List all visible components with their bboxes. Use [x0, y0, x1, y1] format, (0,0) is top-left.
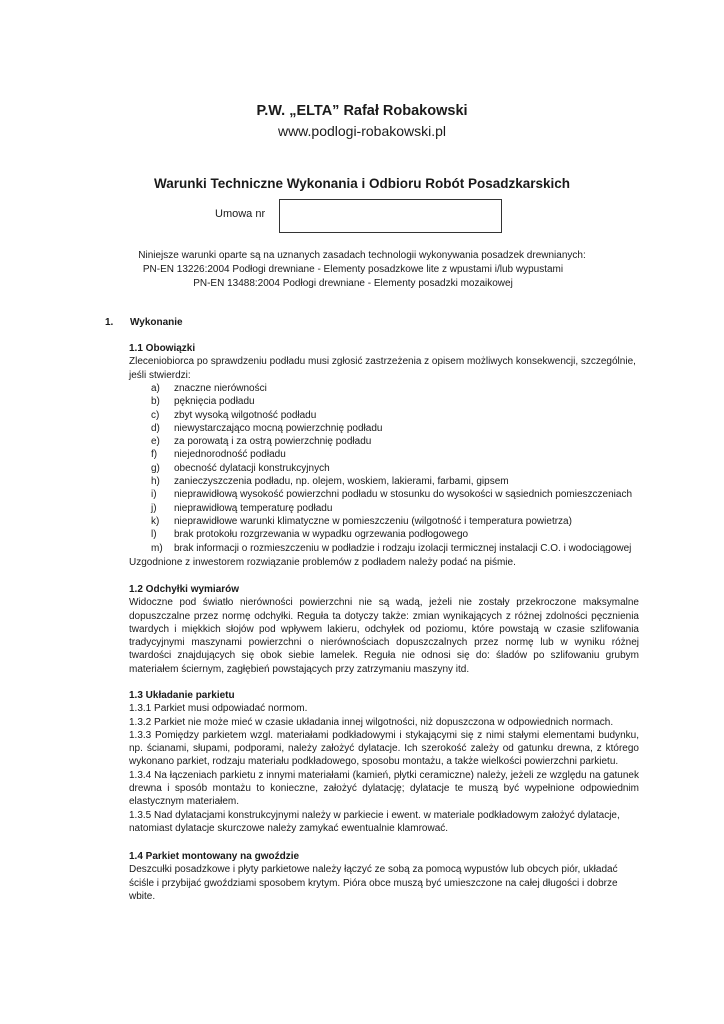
list-letter: g) [151, 462, 160, 474]
company-name: P.W. „ELTA” Rafał Robakowski [256, 103, 468, 119]
paragraph: 1.3.1 Parkiet musi odpowiadać normom. [129, 703, 308, 715]
list-letter: d) [151, 422, 160, 434]
list-letter: k) [151, 515, 160, 527]
list-item [129, 422, 644, 435]
paragraph: Zleceniobiorca po sprawdzeniu podładu musi zgłosić zastrzeżenia z opisem możliwych konsekwencji, szczególnie, jeśli stwierdzi: [129, 356, 636, 381]
section-number: 1. [105, 317, 114, 328]
list-item [129, 462, 644, 475]
list-letter: c) [151, 409, 160, 421]
list-item [129, 542, 644, 555]
list-letter: h) [151, 476, 160, 488]
list-text: nieprawidłową temperaturę podładu [174, 502, 333, 514]
standard-item: PN-EN 13226:2004 Podłogi drewniane - Elementy posadzkowe lite z wpustami i/lub wypustami [142, 264, 564, 275]
subsection-heading: 1.3 Układanie parkietu [129, 690, 235, 701]
list-text: za porowatą i za ostrą powierzchnię podładu [174, 436, 372, 448]
list-item [129, 435, 644, 448]
paragraph: 1.3.3 Pomiędzy parkietem wzgl. materiałami podkładowymi i stykającymi się z nimi stałymi elementami budynku, np. ścianami, słupami, podporami, należy założyć dylatacje. Ich szerokość zależy od gatunku drewna, z którego wykonano parkiet, rodzaju materiału podkładowego, sposobu montażu, a także wielkości powierzchni parkietu. [129, 729, 639, 768]
subsection-1-4 [129, 850, 639, 903]
paragraph: Deszcułki posadzkowe i płyty parkietowe należy łączyć ze sobą za pomocą wypustów lub obcych piór, układać ściśle i przybijać gwoździami sposobem krytym. Pióra obce muszą być umieszczone na całej długości i dobrze wbite. [129, 864, 618, 902]
standard-item: PN-EN 13488:2004 Podłogi drewniane - Elementy posadzki mozaikowej [193, 278, 513, 289]
list-text: zbyt wysoką wilgotność podładu [174, 409, 317, 421]
list-item [129, 475, 644, 488]
list-letter: b) [151, 396, 160, 408]
list-text: nieprawidłową wysokość powierzchni podładu w stosunku do wysokości w sąsiednich pomieszczeniach [174, 489, 633, 501]
subsection-heading: 1.4 Parkiet montowany na gwoździe [129, 851, 300, 862]
list-letter: i) [151, 489, 157, 501]
subsection-1-2 [129, 583, 639, 676]
list-letter: a) [151, 383, 160, 394]
list-item [129, 382, 644, 395]
defect-list [129, 382, 644, 555]
paragraph: 1.3.2 Parkiet nie może mieć w czasie układania innej wilgotności, niż dopuszczona w odpowiednich normach. [129, 716, 614, 728]
subsection-heading: 1.1 Obowiązki [129, 343, 196, 354]
contract-number-field[interactable] [279, 199, 502, 233]
list-letter: l) [151, 529, 157, 541]
list-text: znaczne nierówności [174, 383, 267, 394]
list-text: obecność dylatacji konstrukcyjnych [174, 462, 330, 474]
list-item [129, 502, 644, 515]
list-text: pęknięcia podładu [174, 396, 255, 408]
list-text: niewystarczająco mocną powierzchnię podładu [174, 422, 383, 434]
list-item [129, 515, 644, 528]
list-text: niejednorodność podładu [174, 449, 286, 461]
subsection-heading: 1.2 Odchyłki wymiarów [129, 584, 240, 595]
list-letter: j) [151, 502, 157, 514]
paragraph: Uzgodnione z inwestorem rozwiązanie problemów z podładem należy podać na piśmie. [129, 557, 516, 568]
list-text: brak informacji o rozmieszczeniu w podładzie i rodzaju izolacji termicznej instalacji C.O. i wodociągowej [174, 542, 632, 554]
document-title: Warunki Techniczne Wykonania i Odbioru Robót Posadzkarskich [153, 176, 571, 191]
list-item [129, 528, 644, 541]
list-text: nieprawidłowe warunki klimatyczne w pomieszczeniu (wilgotność i temperatura powietrza) [174, 515, 572, 527]
list-text: zanieczyszczenia podładu, np. olejem, woskiem, lakierami, farbami, gipsem [174, 476, 509, 488]
list-item [129, 448, 644, 461]
paragraph: 1.3.5 Nad dylatacjami konstrukcyjnymi należy w parkiecie i ewent. w materiale podkładowym założyć dylatacje, natomiast dylatacje skurczowe należy zamykać ewentualnie klamrować. [129, 809, 620, 834]
list-text: brak protokołu rozgrzewania w wypadku ogrzewania podłogowego [174, 529, 469, 541]
standards-intro: Niniejsze warunki oparte są na uznanych zasadach technologii wykonywania posadzek drewnianych: [138, 250, 586, 261]
paragraph: 1.3.4 Na łączeniach parkietu z innymi materiałami (kamień, płytki ceramiczne) należy, jeżeli ze względu na gatunek drewna i sposób montażu to konieczne, założyć dylatację; dylatacje te muszą być wypełnione odpowiednim elastycznym materiałem. [129, 769, 639, 808]
company-website: www.podlogi-robakowski.pl [277, 123, 447, 139]
subsection-1-1 [129, 342, 639, 382]
list-letter: e) [151, 436, 160, 448]
list-item [129, 395, 644, 408]
contract-number-label: Umowa nr [215, 208, 266, 220]
list-letter: f) [151, 449, 158, 461]
section-title: Wykonanie [130, 317, 183, 328]
list-item [129, 488, 644, 501]
paragraph: Widoczne pod światło nierówności powierzchni nie są wadą, jeżeli nie zostały przekroczone maksymalne dopuszczalne przez normę odchyłki. Reguła ta dotyczy także: zmian wynikających z różnej zdolności pęcznienia twardych i miękkich słojów pod wpływem lakieru, odchyłek od poziomu, które powstają w czasie szlifowania tradycyjnymi maszynami powierzchni o nierównościach dopuszczalnych przez normę lub w wyniku różnej twardości znajdujących się obok siebie lamelek. Reguła nie odnosi się do: śladów po szlifowaniu grubym materiałem ściernym, zagłębień powstających przy zatrzymaniu maszyny itd. [129, 597, 639, 675]
subsection-1-3 [129, 689, 639, 835]
list-item [129, 409, 644, 422]
list-letter: m) [151, 542, 163, 554]
